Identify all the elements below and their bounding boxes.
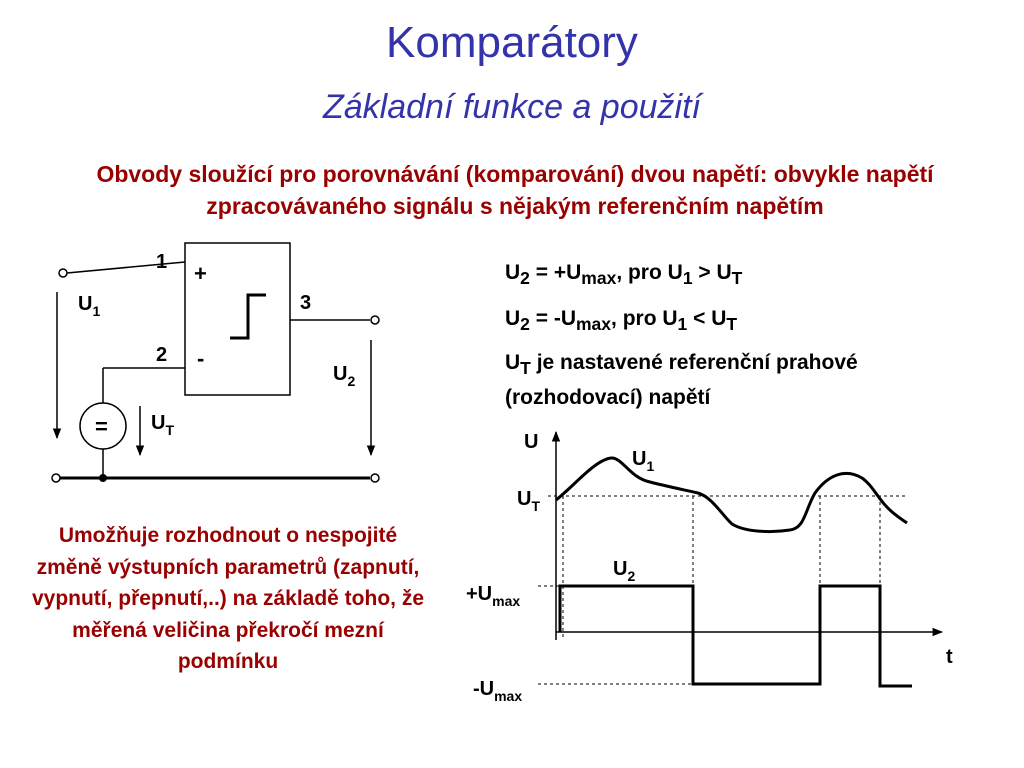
u1-curve <box>556 458 907 532</box>
u2-label: $U_2$ <box>333 363 356 389</box>
ground-node <box>99 474 107 482</box>
pin3-label: 3 <box>300 292 312 314</box>
plus-label: + <box>194 261 207 286</box>
pos-max-label: $+U_{max}$ <box>466 583 521 609</box>
graph-u2-label: $U_2$ <box>613 558 636 584</box>
rule-2: $U_2 = -U_{max}$, pro $U_1 < U_T$ <box>505 307 738 335</box>
u1-label: $U_1$ <box>78 293 101 319</box>
minus-label: - <box>197 346 205 371</box>
graph-u1-label: $U_1$ <box>632 448 655 474</box>
neg-max-label: $-U_{max}$ <box>473 678 523 704</box>
u-axis-label: U <box>524 431 539 453</box>
pin2-label: 2 <box>156 344 168 366</box>
input1-wire <box>67 262 185 273</box>
ut-label: $U_T$ <box>151 412 175 438</box>
page-subtitle: Základní funkce a použití <box>322 88 701 126</box>
input1-terminal <box>59 269 67 277</box>
output-terminal <box>371 316 379 324</box>
source-symbol: = <box>95 414 108 439</box>
rule-1: $U_2 = +U_{max}$, pro $U_1 > U_T$ <box>505 261 743 289</box>
pin1-label: 1 <box>156 251 168 273</box>
ground-terminal-right <box>371 474 379 482</box>
timing-graph <box>466 431 953 704</box>
graph-ut-label: $U_T$ <box>517 488 541 514</box>
rule-3: $U_T$ je nastavené referenční prahové (rozhodovací) napětí <box>505 351 858 410</box>
t-axis-label: t <box>946 646 953 668</box>
description-text: Umožňuje rozhodnout o nespojité změně výstupních parametrů (zapnutí, vypnutí, přepnutí,..) na základě toho, že měřená veličina překročí mezní podmínku <box>31 524 425 673</box>
intro-text: Obvody sloužící pro porovnávání (komparování) dvou napětí: obvykle napětí zpracovávaného signálu s nějakým referenčním napětím <box>96 161 934 219</box>
u2-wave <box>560 586 912 686</box>
ground-terminal-left <box>52 474 60 482</box>
page-title: Komparátory <box>386 18 638 67</box>
